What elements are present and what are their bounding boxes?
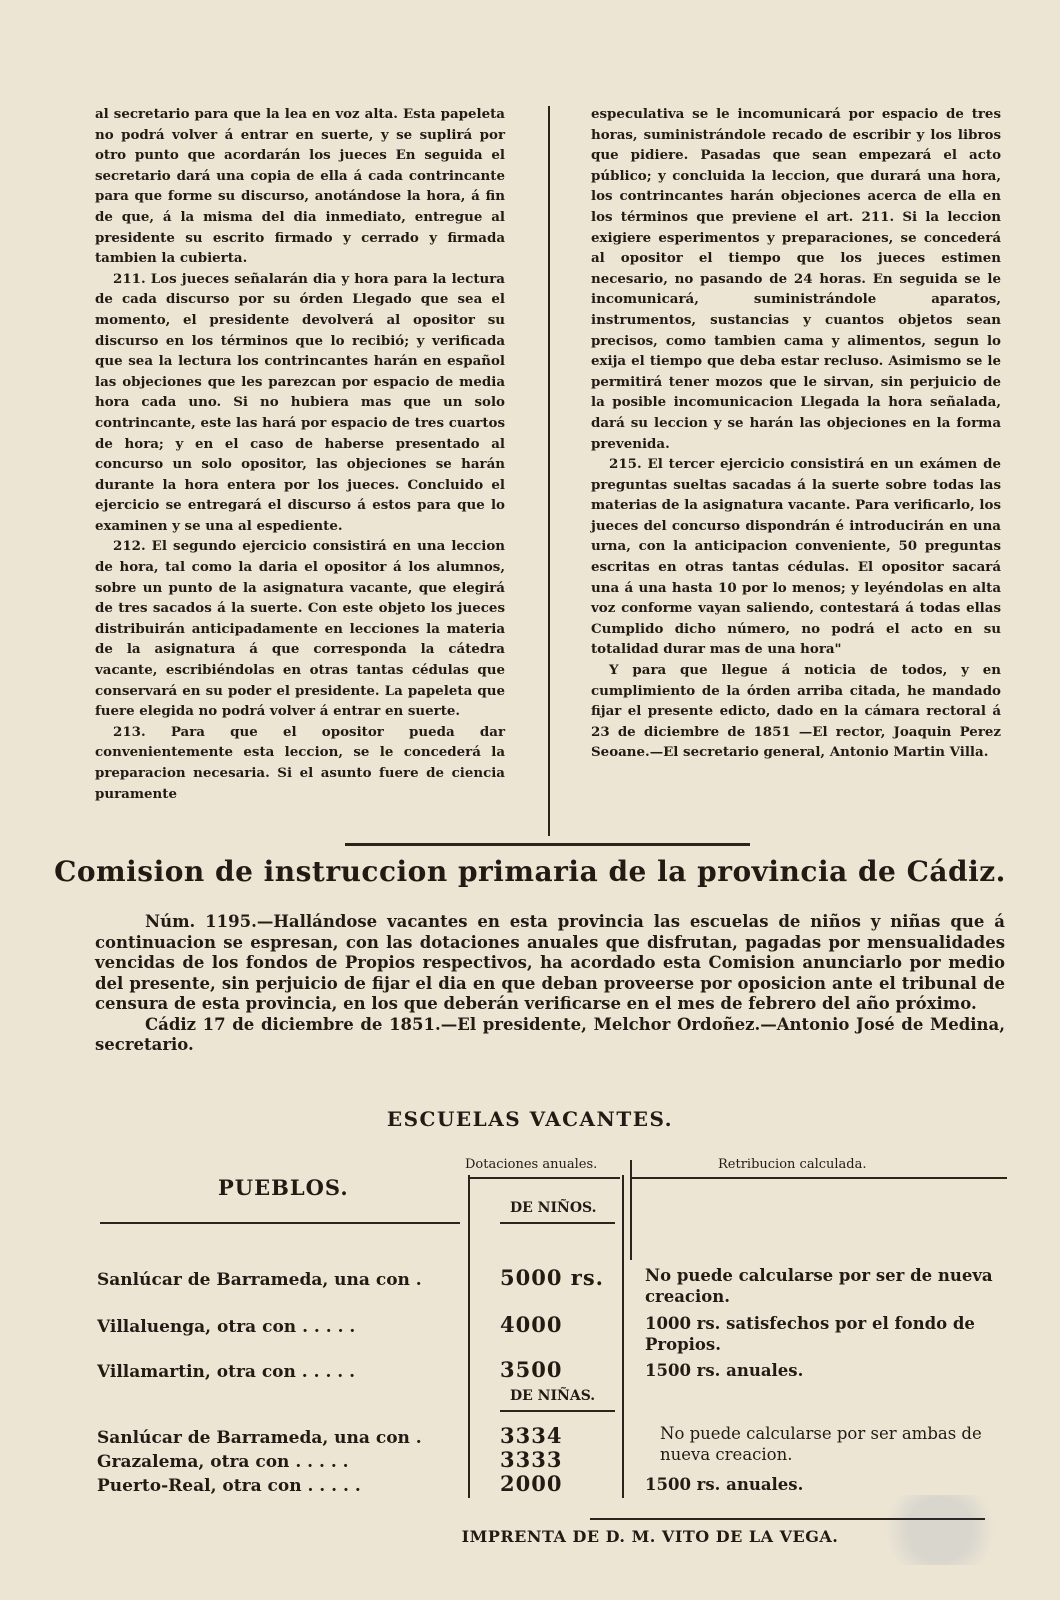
header-dotaciones: Dotaciones anuales. [465, 1157, 598, 1172]
imprint: IMPRENTA DE D. M. VITO DE LA VEGA. [461, 1527, 839, 1546]
rule [500, 1222, 615, 1224]
pueblo: Villaluenga, otra con . . . . . [97, 1317, 356, 1337]
header-retribucion: Retribucion calculada. [718, 1157, 867, 1172]
article-215: 215. El tercer ejercicio consistirá en un exámen de preguntas sueltas sacadas á la suerte sobre todas las materias de la asignatura vacante. Para verificarlo, los jueces del concurso dispondrán é introducirán en una urna, con la anticipacion conveniente, 50 preguntas escritas en otras tantas cédulas. El opositor sacará una á una hasta 10 por lo menos; y leyéndolas en alta voz conforme vayan saliendo, contestará á todas ellas Cumplido dicho número, no podrá el acto en su totalidad durar mas de una hora" [591, 456, 1001, 658]
rule [470, 1177, 620, 1179]
header-ninos: DE NIÑOS. [510, 1200, 597, 1216]
rule [632, 1177, 1007, 1179]
dotacion: 3500 [500, 1357, 563, 1382]
retribucion: 1500 rs. anuales. [645, 1361, 804, 1380]
retribucion-shared: No puede calcularse por ser ambas de nueva creacion. [660, 1424, 982, 1464]
retribucion: No puede calcularse por ser de nueva creacion. [645, 1266, 993, 1306]
rule [100, 1222, 460, 1224]
library-watermark [870, 1495, 1010, 1565]
header-ninas: DE NIÑAS. [510, 1388, 596, 1404]
article-213: 213. Para que el opositor pueda dar convenientemente esta leccion, se le concederá la preparacion necesaria. Si el asunto fuere de ciencia puramente [95, 723, 505, 802]
notice-paragraph: Núm. 1195.—Hallándose vacantes en esta provincia las escuelas de niños y niñas que á continuacion se espresan, con las dotaciones anuales que disfrutan, pagadas por mensualidades vencidas de los fondos de Propios respectivos, ha acordado esta Comision anunciarlo por medio del presente, sin perjuicio de fijar el dia en que deban proveerse por oposicion ante el tribunal de censura de esta provincia, en los que deberán verificarse en el mes de febrero del año próximo. [95, 912, 1005, 1013]
dotacion: 2000 [500, 1471, 563, 1496]
pueblo: Puerto-Real, otra con . . . . . [97, 1476, 361, 1496]
pueblo: Sanlúcar de Barrameda, una con . [97, 1428, 422, 1448]
section-divider [345, 843, 750, 846]
retribucion: 1500 rs. anuales. [645, 1475, 804, 1494]
pueblo: Villamartin, otra con . . . . . [97, 1362, 356, 1382]
left-column [95, 104, 505, 804]
edict-closing: Y para que llegue á noticia de todos, y en cumplimiento de la órden arriba citada, he mandado fijar el presente edicto, dado en la cámara rectoral á 23 de diciembre de 1851 —El rector, Joaquin Perez Seoane.—El secretario general, Antonio Martin Villa. [591, 662, 1001, 761]
table-title: ESCUELAS VACANTES. [386, 1107, 674, 1131]
dotacion: 3333 [500, 1447, 563, 1472]
article-211: 211. Los jueces señalarán dia y hora para la lectura de cada discurso por su órden Llegado que sea el momento, el presidente devolverá al opositor su discurso en los términos que lo recibió; y verificada que sea la lectura los contrincantes harán en español las objeciones que les parezcan por espacio de media hora cada uno. Si no hubiera mas que un solo contrincante, este las hará por espacio de tres cuartos de hora; y en el caso de haberse presentado al concurso un solo opositor, las objeciones se harán durante la hora entera por los jueces. Concluido el ejercicio se entregará el discurso á estos para que lo examinen y se una al espediente. [95, 270, 505, 534]
section-heading: Comision de instruccion primaria de la provincia de Cádiz. [54, 855, 1006, 888]
paragraph: al secretario para que la lea en voz alta. Esta papeleta no podrá volver á entrar en suerte, y se suplirá por otro punto que acordarán los jueces En seguida el secretario dará una copia de ella á cada contrincante para que forme su discurso, anotándose la hora, á fin de que, á la misma del dia inmediato, entregue al presidente su escrito firmado y cerrado y firmada tambien la cubierta. [95, 106, 505, 267]
pueblo: Grazalema, otra con . . . . . [97, 1452, 349, 1472]
dotacion: 5000 rs. [500, 1265, 604, 1290]
notice-signature: Cádiz 17 de diciembre de 1851.—El presidente, Melchor Ordoñez.—Antonio José de Medina, secretario. [95, 1014, 1005, 1054]
right-column [591, 104, 1001, 763]
two-column-text [95, 104, 1005, 834]
header-pueblos: PUEBLOS. [218, 1175, 349, 1200]
dotacion: 4000 [500, 1312, 563, 1337]
paragraph: especulativa se le incomunicará por espacio de tres horas, suministrándole recado de escribir y los libros que pidiere. Pasadas que sean empezará el acto público; y concluida la leccion, que durará una hora, los contrincantes harán objeciones acerca de ella en los términos que previene el art. 211. Si la leccion exigiere esperimentos y preparaciones, se concederá al opositor el tiempo que los jueces estimen necesario, no pasando de 24 horas. En seguida se le incomunicará, suministrándole aparatos, instrumentos, sustancias y cuantos objetos sean precisos, como tambien cama y alimentos, segun lo exija el tiempo que deba estar recluso. Asimismo se le permitirá tener mozos que le sirvan, sin perjuicio de la posible incomunicacion Llegada la hora señalada, dará su leccion y se harán las objeciones en la forma prevenida. [591, 106, 1001, 452]
pueblo: Sanlúcar de Barrameda, una con . [97, 1270, 422, 1290]
article-212: 212. El segundo ejercicio consistirá en una leccion de hora, tal como la daria el opositor á los alumnos, sobre un punto de la asignatura vacante, que elegirá de tres sacados á la suerte. Con este objeto los jueces distribuirán anticipadamente en lecciones la materia de la asignatura á que corresponda la cátedra vacante, escribiéndolas en otras tantas cédulas que conservará en su poder el presidente. La papeleta que fuere elegida no podrá volver á entrar en suerte. [95, 538, 505, 720]
column-divider [548, 106, 550, 836]
retribucion: 1000 rs. satisfechos por el fondo de Propios. [645, 1314, 975, 1354]
dotacion: 3334 [500, 1423, 563, 1448]
rule [500, 1410, 615, 1412]
rule [630, 1160, 632, 1260]
notice-body [95, 912, 1005, 1056]
